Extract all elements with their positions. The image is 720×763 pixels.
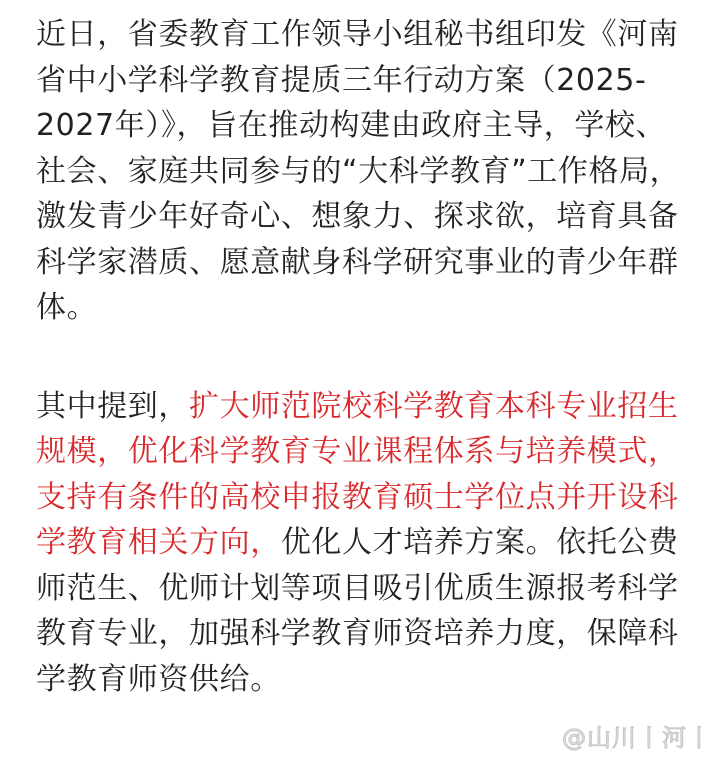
paragraph-intro xyxy=(36,12,696,331)
watermark: @山川丨河丨 xyxy=(562,724,712,752)
paragraph-intro-text: 近日，省委教育工作领导小组秘书组印发《河南省中小学科学教育提质三年行动方案（2025-2027年）》，旨在推动构建由政府主导，学校、社会、家庭共同参与的“大科学教育”工作格局，激发青少年好奇心、想象力、探求欲，培育具备科学家潜质、愿意献身科学研究事业的青少年群体。 xyxy=(36,17,681,325)
paragraph-policy-rest: 优化人才培养方案。依托公费师范生、优师计划等项目吸引优质生源报考科学教育专业，加强科学教育师资培养力度，保障科学教育师资供给。 xyxy=(36,525,679,697)
paragraph-policy xyxy=(36,384,696,703)
article-body xyxy=(36,12,696,702)
paragraph-policy-lead: 其中提到， xyxy=(36,388,189,424)
highlighted-policy-text: 扩大师范院校科学教育本科专业招生规模，优化科学教育专业课程体系与培养模式，支持有条件的高校申报教育硕士学位点并开设科学教育相关方向， xyxy=(36,388,679,560)
